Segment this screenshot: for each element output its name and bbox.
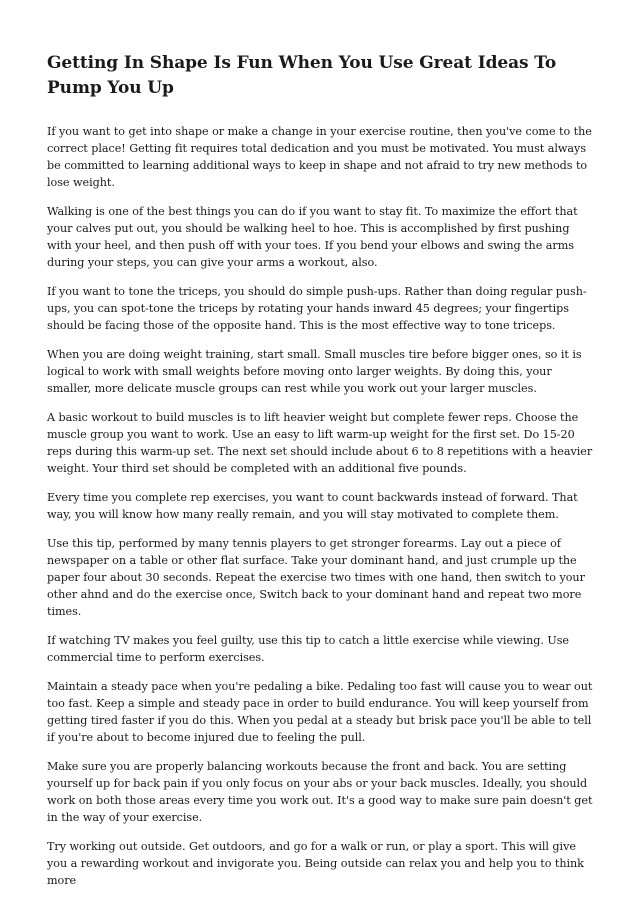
paragraph-triceps: If you want to tone the triceps, you should do simple push-ups. Rather than doing regular push-ups, you can spot-tone the triceps by rotating your hands inward 45 degrees; your fingertips should be facing those of the opposite hand. This is the most effective way to tone triceps. bbox=[47, 285, 587, 332]
paragraph-forearms: Use this tip, performed by many tennis players to get stronger forearms. Lay out a piece of newspaper on a table or other flat surface. Take your dominant hand, and just crumple up the paper four about 30 seconds. Repeat the exercise two times with one hand, then switch to your other ahnd and do the exercise once, Switch back to your dominant hand and repeat two more times. bbox=[47, 537, 585, 618]
paragraph-basic-workout: A basic workout to build muscles is to lift heavier weight but complete fewer reps. Choose the muscle group you want to work. Use an easy to lift warm-up weight for the first set. Do 15-20 reps during this warm-up set. The next set should include about 6 to 8 repetitions with a heavier weight. Your third set should be completed with an additional five pounds. bbox=[47, 411, 593, 475]
document-page bbox=[47, 51, 595, 901]
paragraph-walking: Walking is one of the best things you can do if you want to stay fit. To maximize the effort that your calves put out, you should be walking heel to hoe. This is accomplished by first pushing with your heel, and then push off with your toes. If you bend your elbows and swing the arms during your steps, you can give your arms a workout, also. bbox=[47, 205, 578, 269]
paragraph-bike-pace: Maintain a steady pace when you're pedaling a bike. Pedaling too fast will cause you to wear out too fast. Keep a simple and steady pace in order to build endurance. You will keep yourself from getting tired faster if you do this. When you pedal at a steady but brisk pace you'll be able to tell if you're about to become injured due to feeling the pull. bbox=[47, 680, 593, 744]
paragraph-balance-workouts: Make sure you are properly balancing workouts because the front and back. You are setting yourself up for back pain if you only focus on your abs or your back muscles. Ideally, you should work on both those areas every time you work out. It's a good way to make sure pain doesn't get in the way of your exercise. bbox=[47, 760, 593, 824]
paragraph-outside: Try working out outside. Get outdoors, and go for a walk or run, or play a sport. This will give you a rewarding workout and invigorate you. Being outside can relax you and help you to think more bbox=[47, 840, 584, 887]
paragraph-tv-exercise: If watching TV makes you feel guilty, use this tip to catch a little exercise while viewing. Use commercial time to perform exercises. bbox=[47, 634, 569, 664]
paragraph-weight-training: When you are doing weight training, start small. Small muscles tire before bigger ones, so it is logical to work with small weights before moving onto larger weights. By doing this, your smaller, more delicate muscle groups can rest while you work out your larger muscles. bbox=[47, 348, 582, 395]
paragraph-intro: If you want to get into shape or make a change in your exercise routine, then you've come to the correct place! Getting fit requires total dedication and you must be motivated. You must always be committed to learning additional ways to keep in shape and not afraid to try new methods to lose weight. bbox=[47, 125, 592, 189]
document-title: Getting In Shape Is Fun When You Use Great Ideas To Pump You Up bbox=[47, 53, 557, 98]
paragraph-rep-counting: Every time you complete rep exercises, you want to count backwards instead of forward. That way, you will know how many really remain, and you will stay motivated to complete them. bbox=[47, 491, 578, 521]
